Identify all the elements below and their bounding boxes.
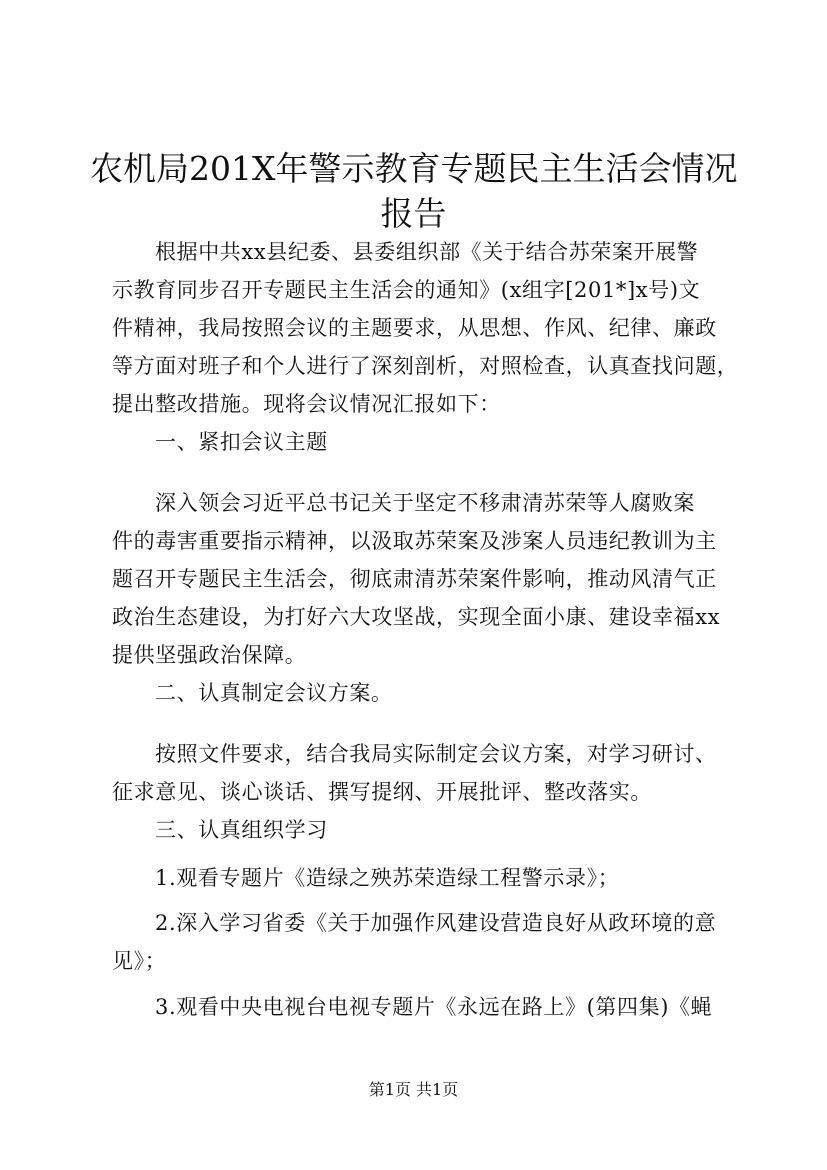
list-item-continued: 见》； bbox=[112, 949, 167, 973]
paragraph-line: 件的毒害重要指示精神，以汲取苏荣案及涉案人员违纪教训为主 bbox=[112, 529, 717, 553]
paragraph-line: 按照文件要求，结合我局实际制定会议方案，对学习研讨、 bbox=[155, 742, 717, 766]
paragraph-line: 题召开专题民主生活会，彻底肃清苏荣案件影响，推动风清气正 bbox=[112, 567, 717, 591]
list-item: 2.深入学习省委《关于加强作风建设营造良好从政环境的意 bbox=[155, 911, 717, 935]
paragraph-line: 件精神，我局按照会议的主题要求，从思想、作风、纪律、廉政 bbox=[112, 316, 717, 340]
paragraph-line: 提供坚强政治保障。 bbox=[112, 643, 307, 667]
page-number: 第1页 共1页 bbox=[368, 1080, 459, 1099]
document-title: 农机局201X年警示教育专题民主生活会情况 bbox=[90, 149, 738, 188]
paragraph-line: 政治生态建设，为打好六大攻坚战，实现全面小康、建设幸福xx bbox=[112, 605, 721, 629]
paragraph-line: 根据中共xx县纪委、县委组织部《关于结合苏荣案开展警 bbox=[155, 240, 699, 264]
document-title-continued: 报告 bbox=[380, 194, 447, 233]
section-heading: 二、认真制定会议方案。 bbox=[155, 681, 393, 705]
list-item: 3.观看中央电视台电视专题片《永远在路上》(第四集)《蝇 bbox=[155, 995, 713, 1019]
paragraph-line: 示教育同步召开专题民主生活会的通知》(x组字[201*]x号)文 bbox=[112, 278, 701, 302]
section-heading: 三、认真组织学习 bbox=[155, 818, 328, 842]
paragraph-line: 提出整改措施。现将会议情况汇报如下： bbox=[112, 392, 501, 416]
paragraph-line: 征求意见、谈心谈话、撰写提纲、开展批评、整改落实。 bbox=[112, 780, 652, 804]
list-item: 1.观看专题片《造绿之殃苏荣造绿工程警示录》； bbox=[155, 866, 620, 890]
paragraph-line: 深入领会习近平总书记关于坚定不移肃清苏荣等人腐败案 bbox=[155, 491, 695, 515]
section-heading: 一、紧扣会议主题 bbox=[155, 430, 328, 454]
paragraph-line: 等方面对班子和个人进行了深刻剖析，对照检查，认真查找问题， bbox=[112, 354, 739, 378]
